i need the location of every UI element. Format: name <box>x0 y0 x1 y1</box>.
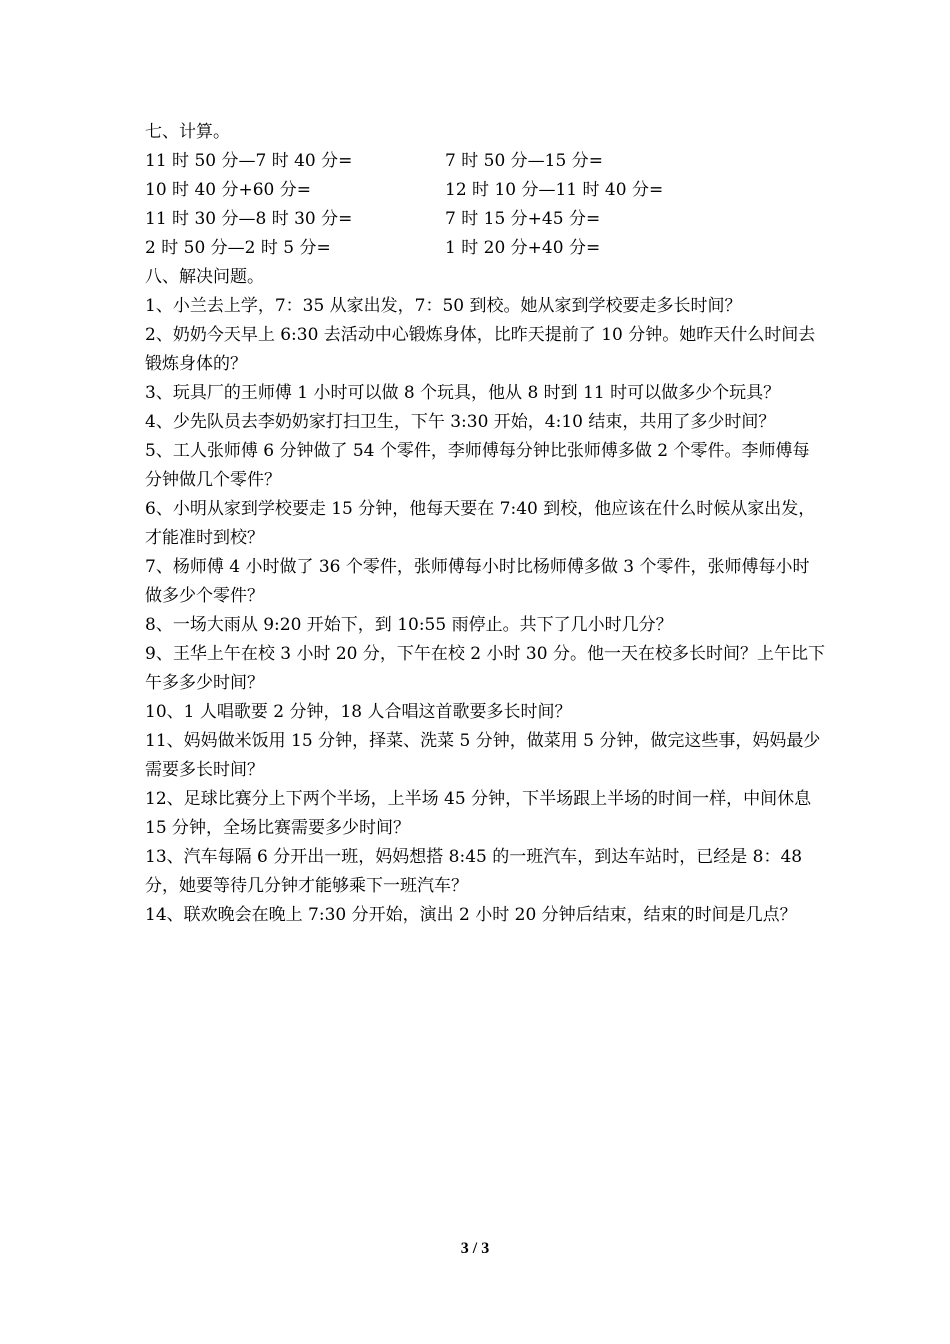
calc-row <box>145 205 825 234</box>
problem-item: 8、一场大雨从 9:20 开始下，到 10:55 雨停止。共下了几小时几分？ <box>145 615 673 635</box>
calc-item: 1 时 20 分+40 分= <box>445 238 601 258</box>
calc-item: 11 时 50 分—7 时 40 分= <box>145 151 353 171</box>
calc-row <box>145 234 825 263</box>
worksheet-content <box>145 118 825 930</box>
problem-item: 9、王华上午在校 3 小时 20 分，下午在校 2 小时 30 分。他一天在校多长时间？上午比下午多多少时间？ <box>145 644 825 693</box>
problem-item: 3、玩具厂的王师傅 1 小时可以做 8 个玩具，他从 8 时到 11 时可以做多少个玩具？ <box>145 383 781 403</box>
calc-item: 10 时 40 分+60 分= <box>145 180 311 200</box>
calc-item: 12 时 10 分—11 时 40 分= <box>445 180 664 200</box>
problem-item: 6、小明从家到学校要走 15 分钟，他每天要在 7:40 到校，他应该在什么时候从家出发，才能准时到校？ <box>145 499 816 548</box>
page-number: 3 / 3 <box>460 1240 490 1257</box>
problem-item: 12、足球比赛分上下两个半场，上半场 45 分钟，下半场跟上半场的时间一样，中间休息 15 分钟，全场比赛需要多少时间？ <box>145 789 812 838</box>
problem-item: 5、工人张师傅 6 分钟做了 54 个零件，李师傅每分钟比张师傅多做 2 个零件。李师傅每分钟做几个零件？ <box>145 441 810 490</box>
problem-item: 14、联欢晚会在晚上 7:30 分开始，演出 2 小时 20 分钟后结束，结束的时间是几点？ <box>145 905 797 925</box>
calc-item: 11 时 30 分—8 时 30 分= <box>145 209 353 229</box>
problem-item: 1、小兰去上学，7：35 从家出发，7：50 到校。她从家到学校要走多长时间？ <box>145 296 742 316</box>
problem-item: 13、汽车每隔 6 分开出一班，妈妈想搭 8:45 的一班汽车，到达车站时，已经是 8：48 分，她要等待几分钟才能够乘下一班汽车？ <box>145 847 803 896</box>
calc-item: 7 时 50 分—15 分= <box>445 151 603 171</box>
section-8-heading: 八、解决问题。 <box>145 267 264 287</box>
calc-row <box>145 176 825 205</box>
problem-item: 10、1 人唱歌要 2 分钟，18 人合唱这首歌要多长时间？ <box>145 702 572 722</box>
problem-item: 4、少先队员去李奶奶家打扫卫生，下午 3:30 开始，4:10 结束，共用了多少时间？ <box>145 412 776 432</box>
problem-item: 11、妈妈做米饭用 15 分钟，择菜、洗菜 5 分钟，做菜用 5 分钟，做完这些事，妈妈最少需要多长时间？ <box>145 731 821 780</box>
calc-row <box>145 147 825 176</box>
section-7-heading: 七、计算。 <box>145 122 230 142</box>
problem-item: 7、杨师傅 4 小时做了 36 个零件，张师傅每小时比杨师傅多做 3 个零件，张师傅每小时做多少个零件？ <box>145 557 810 606</box>
calc-item: 7 时 15 分+45 分= <box>445 209 601 229</box>
calc-item: 2 时 50 分—2 时 5 分= <box>145 238 331 258</box>
problem-item: 2、奶奶今天早上 6:30 去活动中心锻炼身体，比昨天提前了 10 分钟。她昨天什么时间去锻炼身体的？ <box>145 325 816 374</box>
